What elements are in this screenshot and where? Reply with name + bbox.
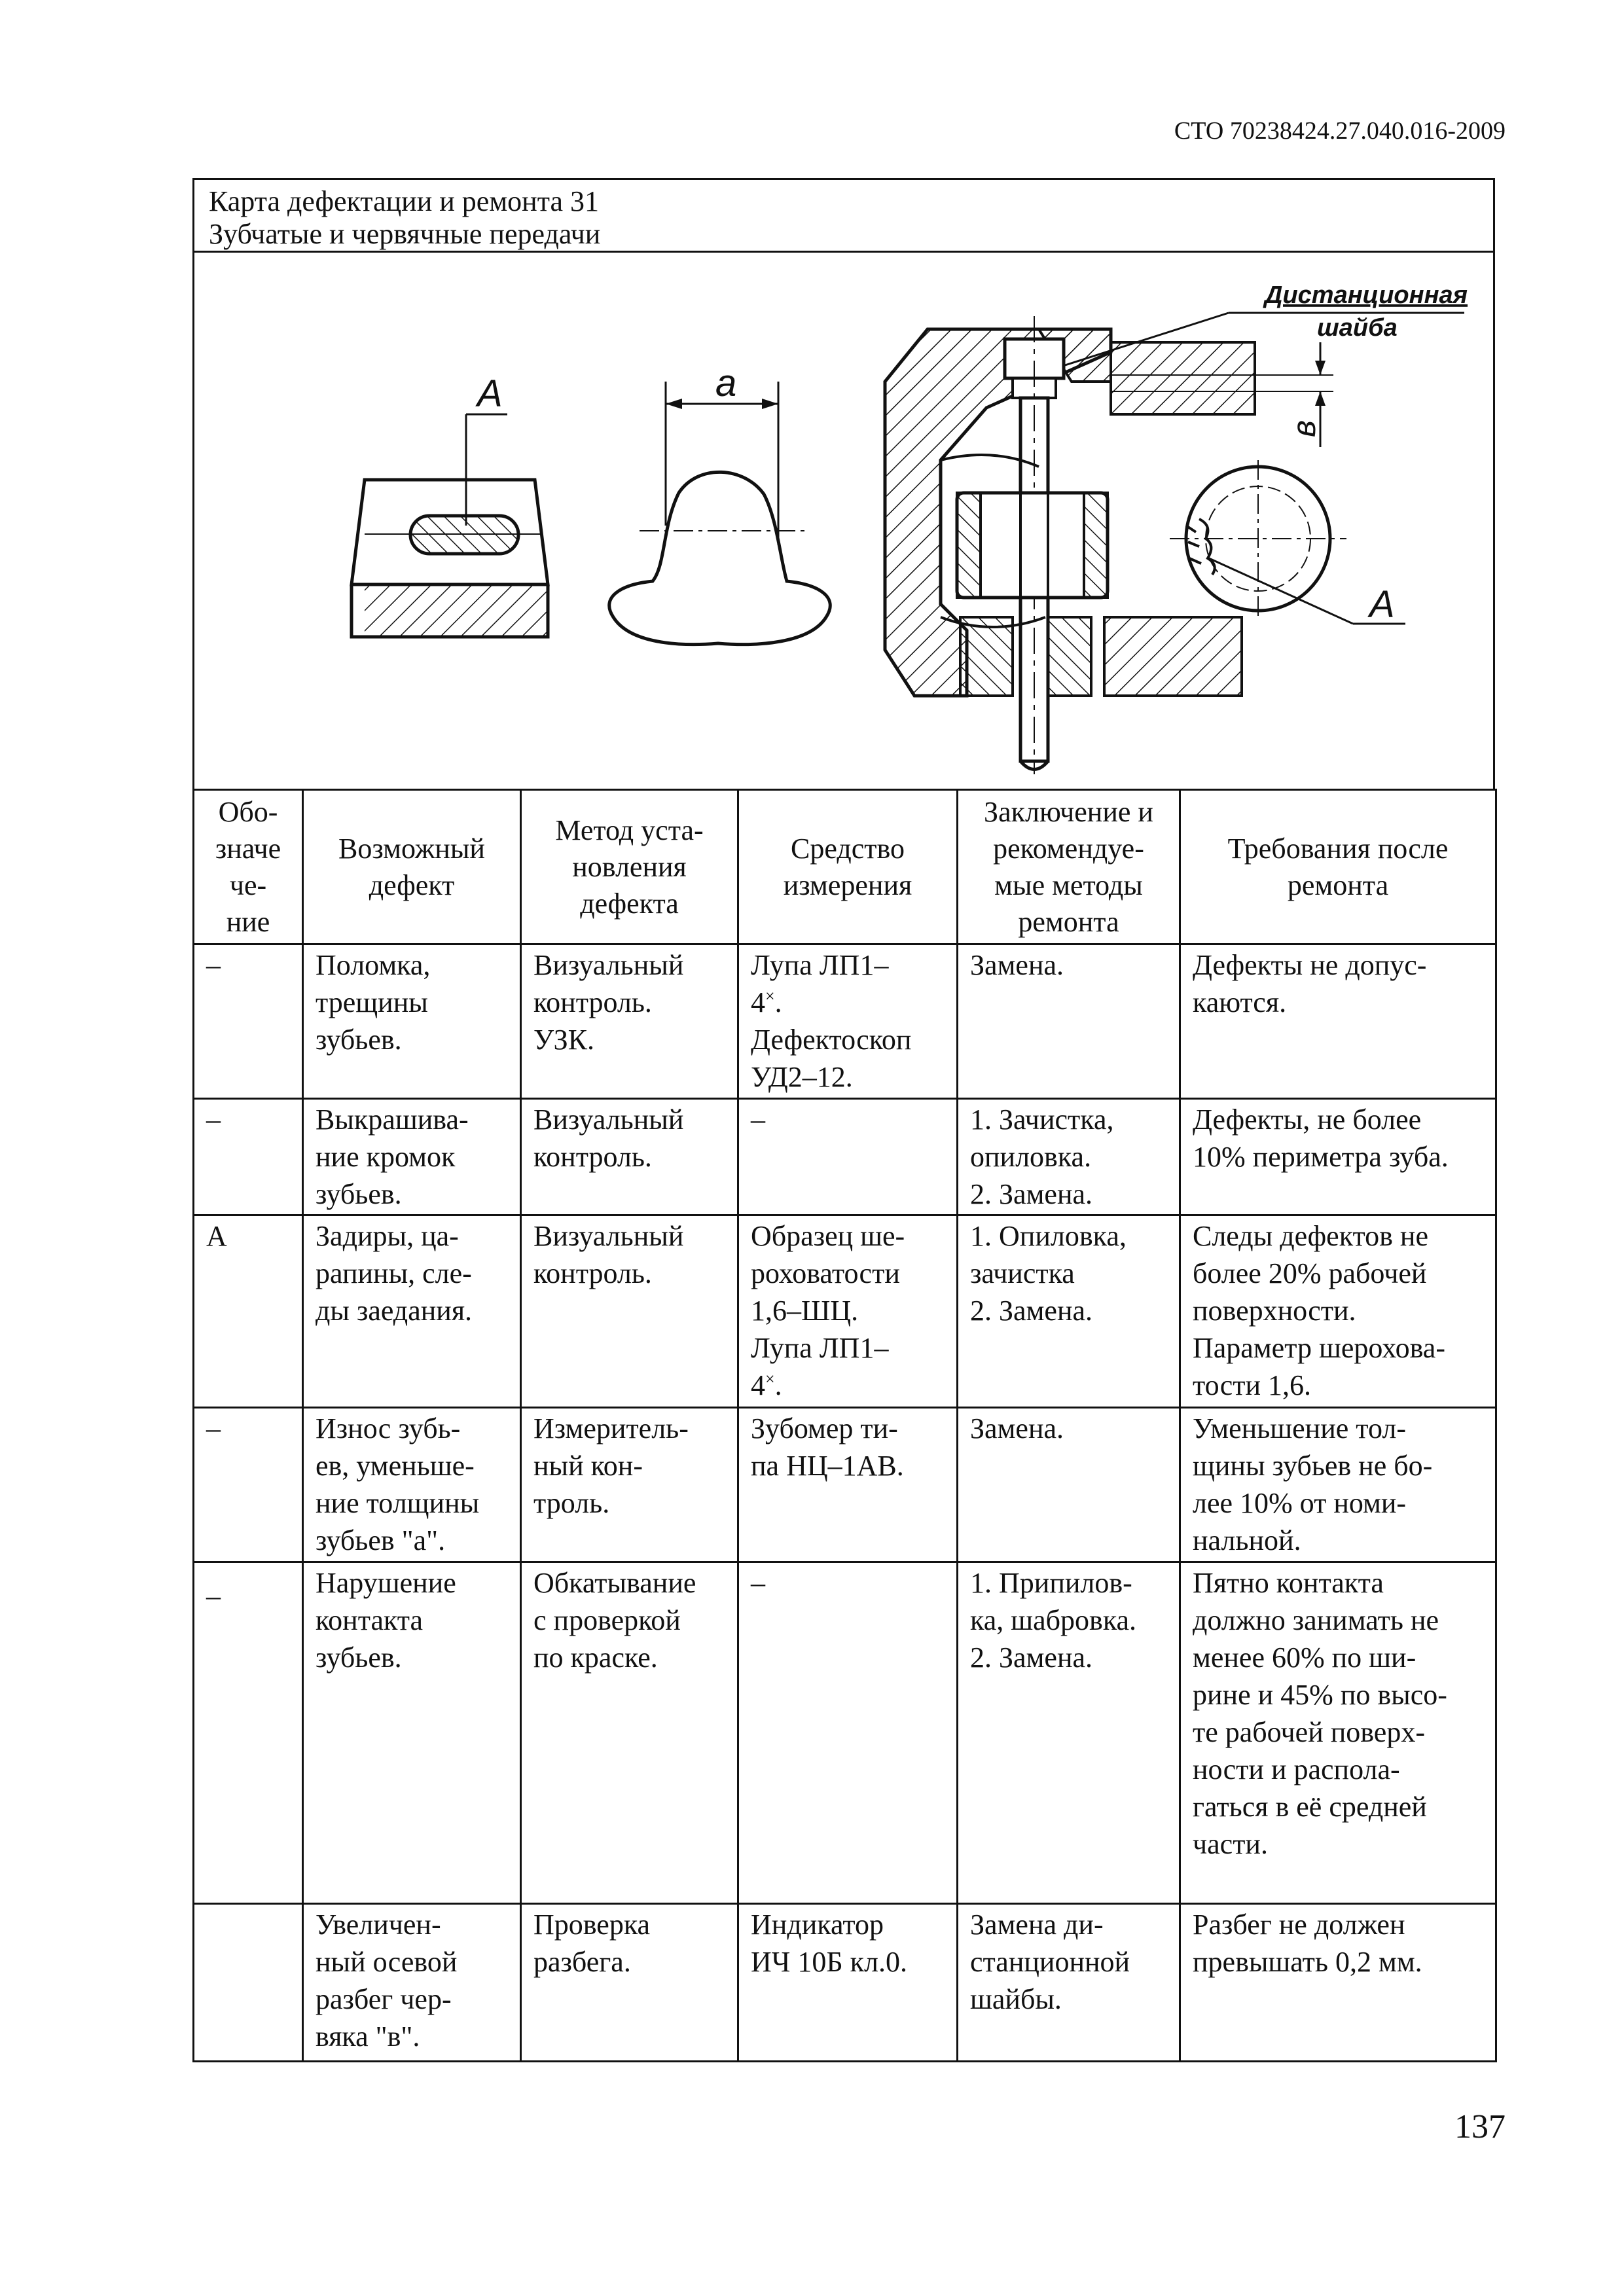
- cell-tool: Образец ше- роховатости 1,6–ШЦ. Лупа ЛП1– 4×.: [738, 1215, 958, 1408]
- header-defect: Возможный дефект: [303, 790, 521, 944]
- cell-designation: –: [194, 944, 303, 1099]
- worm-assembly-view: [885, 281, 1468, 774]
- header-tool: Средство измерения: [738, 790, 958, 944]
- defect-repair-card: [192, 178, 1495, 2053]
- cell-designation: А: [194, 1215, 303, 1408]
- header-designation: Обо- значе че- ние: [194, 790, 303, 944]
- cell-defect: Выкрашива- ние кромок зубьев.: [303, 1099, 521, 1215]
- magnification-mark: ×: [765, 986, 775, 1006]
- label-spacer-washer-line1: Дистанционная: [1265, 281, 1468, 309]
- cell-designation: –: [194, 1408, 303, 1562]
- tooth-block-view: [352, 372, 548, 637]
- header-method: Метод уста- новления дефекта: [521, 790, 738, 944]
- cell-designation: –: [194, 1099, 303, 1215]
- cell-defect: Нарушение контакта зубьев.: [303, 1562, 521, 1904]
- table-row: [194, 1904, 1496, 2062]
- table-row: [194, 1215, 1496, 1408]
- cell-conclusion: 1. Опиловка, зачистка 2. Замена.: [958, 1215, 1180, 1408]
- cell-conclusion: Замена ди- станционной шайбы.: [958, 1904, 1180, 2062]
- cell-defect: Увеличен- ный осевой разбег чер- вяка "в".: [303, 1904, 521, 2062]
- cell-method: Проверка разбега.: [521, 1904, 738, 2062]
- technical-drawing: [192, 251, 1495, 791]
- cell-defect: Износ зубь- ев, уменьше- ние толщины зубьев "а".: [303, 1408, 521, 1562]
- cell-tool: –: [738, 1099, 958, 1215]
- cell-method: Визуальный контроль.: [521, 1215, 738, 1408]
- cell-tool: Лупа ЛП1– 4×. Дефектоскоп УД2–12.: [738, 944, 958, 1099]
- cell-method: Визуальный контроль.: [521, 1099, 738, 1215]
- cell-requirements: Дефекты, не более 10% периметра зуба.: [1180, 1099, 1496, 1215]
- label-v-runout: в: [1286, 420, 1322, 437]
- card-title: Карта дефектации и ремонта 31: [209, 185, 599, 217]
- table-row: [194, 944, 1496, 1099]
- cell-conclusion: 1. Зачистка, опиловка. 2. Замена.: [958, 1099, 1180, 1215]
- drawing-canvas: [194, 251, 1493, 791]
- table-row: [194, 1562, 1496, 1904]
- cell-conclusion: Замена.: [958, 1408, 1180, 1562]
- cell-tool: –: [738, 1562, 958, 1904]
- table-row: [194, 1408, 1496, 1562]
- document-code: СТО 70238424.27.040.016-2009: [1174, 117, 1506, 145]
- cell-method: Визуальный контроль. УЗК.: [521, 944, 738, 1099]
- header-requirements: Требования после ремонта: [1180, 790, 1496, 944]
- header-conclusion: Заключение и рекомендуе- мые методы ремонта: [958, 790, 1180, 944]
- cell-designation: –: [194, 1562, 303, 1904]
- label-a-defect: А: [477, 372, 503, 415]
- gear-tooth-view: [609, 362, 831, 645]
- cell-tool: Индикатор ИЧ 10Б кл.0.: [738, 1904, 958, 2062]
- table-header-row: [194, 790, 1496, 944]
- label-a-thickness: а: [715, 362, 737, 404]
- cell-requirements: Пятно контакта должно занимать не менее 60% по ши- рине и 45% по высо- те рабочей поверх- ности и распола- гаться в её средней части.: [1180, 1562, 1496, 1904]
- magnification-mark: ×: [765, 1369, 775, 1389]
- cell-defect: Задиры, ца- рапины, сле- ды заедания.: [303, 1215, 521, 1408]
- cell-requirements: Дефекты не допус- каются.: [1180, 944, 1496, 1099]
- card-subtitle: Зубчатые и червячные передачи: [209, 218, 601, 250]
- cell-tool: Зубомер ти- па НЦ–1АВ.: [738, 1408, 958, 1562]
- cell-conclusion: Замена.: [958, 944, 1180, 1099]
- defect-table: [192, 789, 1497, 2062]
- card-title-box: [192, 178, 1495, 253]
- cell-designation: [194, 1904, 303, 2062]
- cell-method: Измеритель- ный кон- троль.: [521, 1408, 738, 1562]
- cell-requirements: Уменьшение тол- щины зубьев не бо- лее 10% от номи- нальной.: [1180, 1408, 1496, 1562]
- label-a-worm: А: [1369, 583, 1395, 626]
- page-number: 137: [1454, 2108, 1506, 2145]
- cell-conclusion: 1. Припилов- ка, шабровка. 2. Замена.: [958, 1562, 1180, 1904]
- cell-requirements: Следы дефектов не более 20% рабочей поверхности. Параметр шерохова- тости 1,6.: [1180, 1215, 1496, 1408]
- cell-requirements: Разбег не должен превышать 0,2 мм.: [1180, 1904, 1496, 2062]
- cell-defect: Поломка, трещины зубьев.: [303, 944, 521, 1099]
- cell-method: Обкатывание с проверкой по краске.: [521, 1562, 738, 1904]
- table-row: [194, 1099, 1496, 1215]
- label-spacer-washer-line2: шайба: [1317, 314, 1398, 342]
